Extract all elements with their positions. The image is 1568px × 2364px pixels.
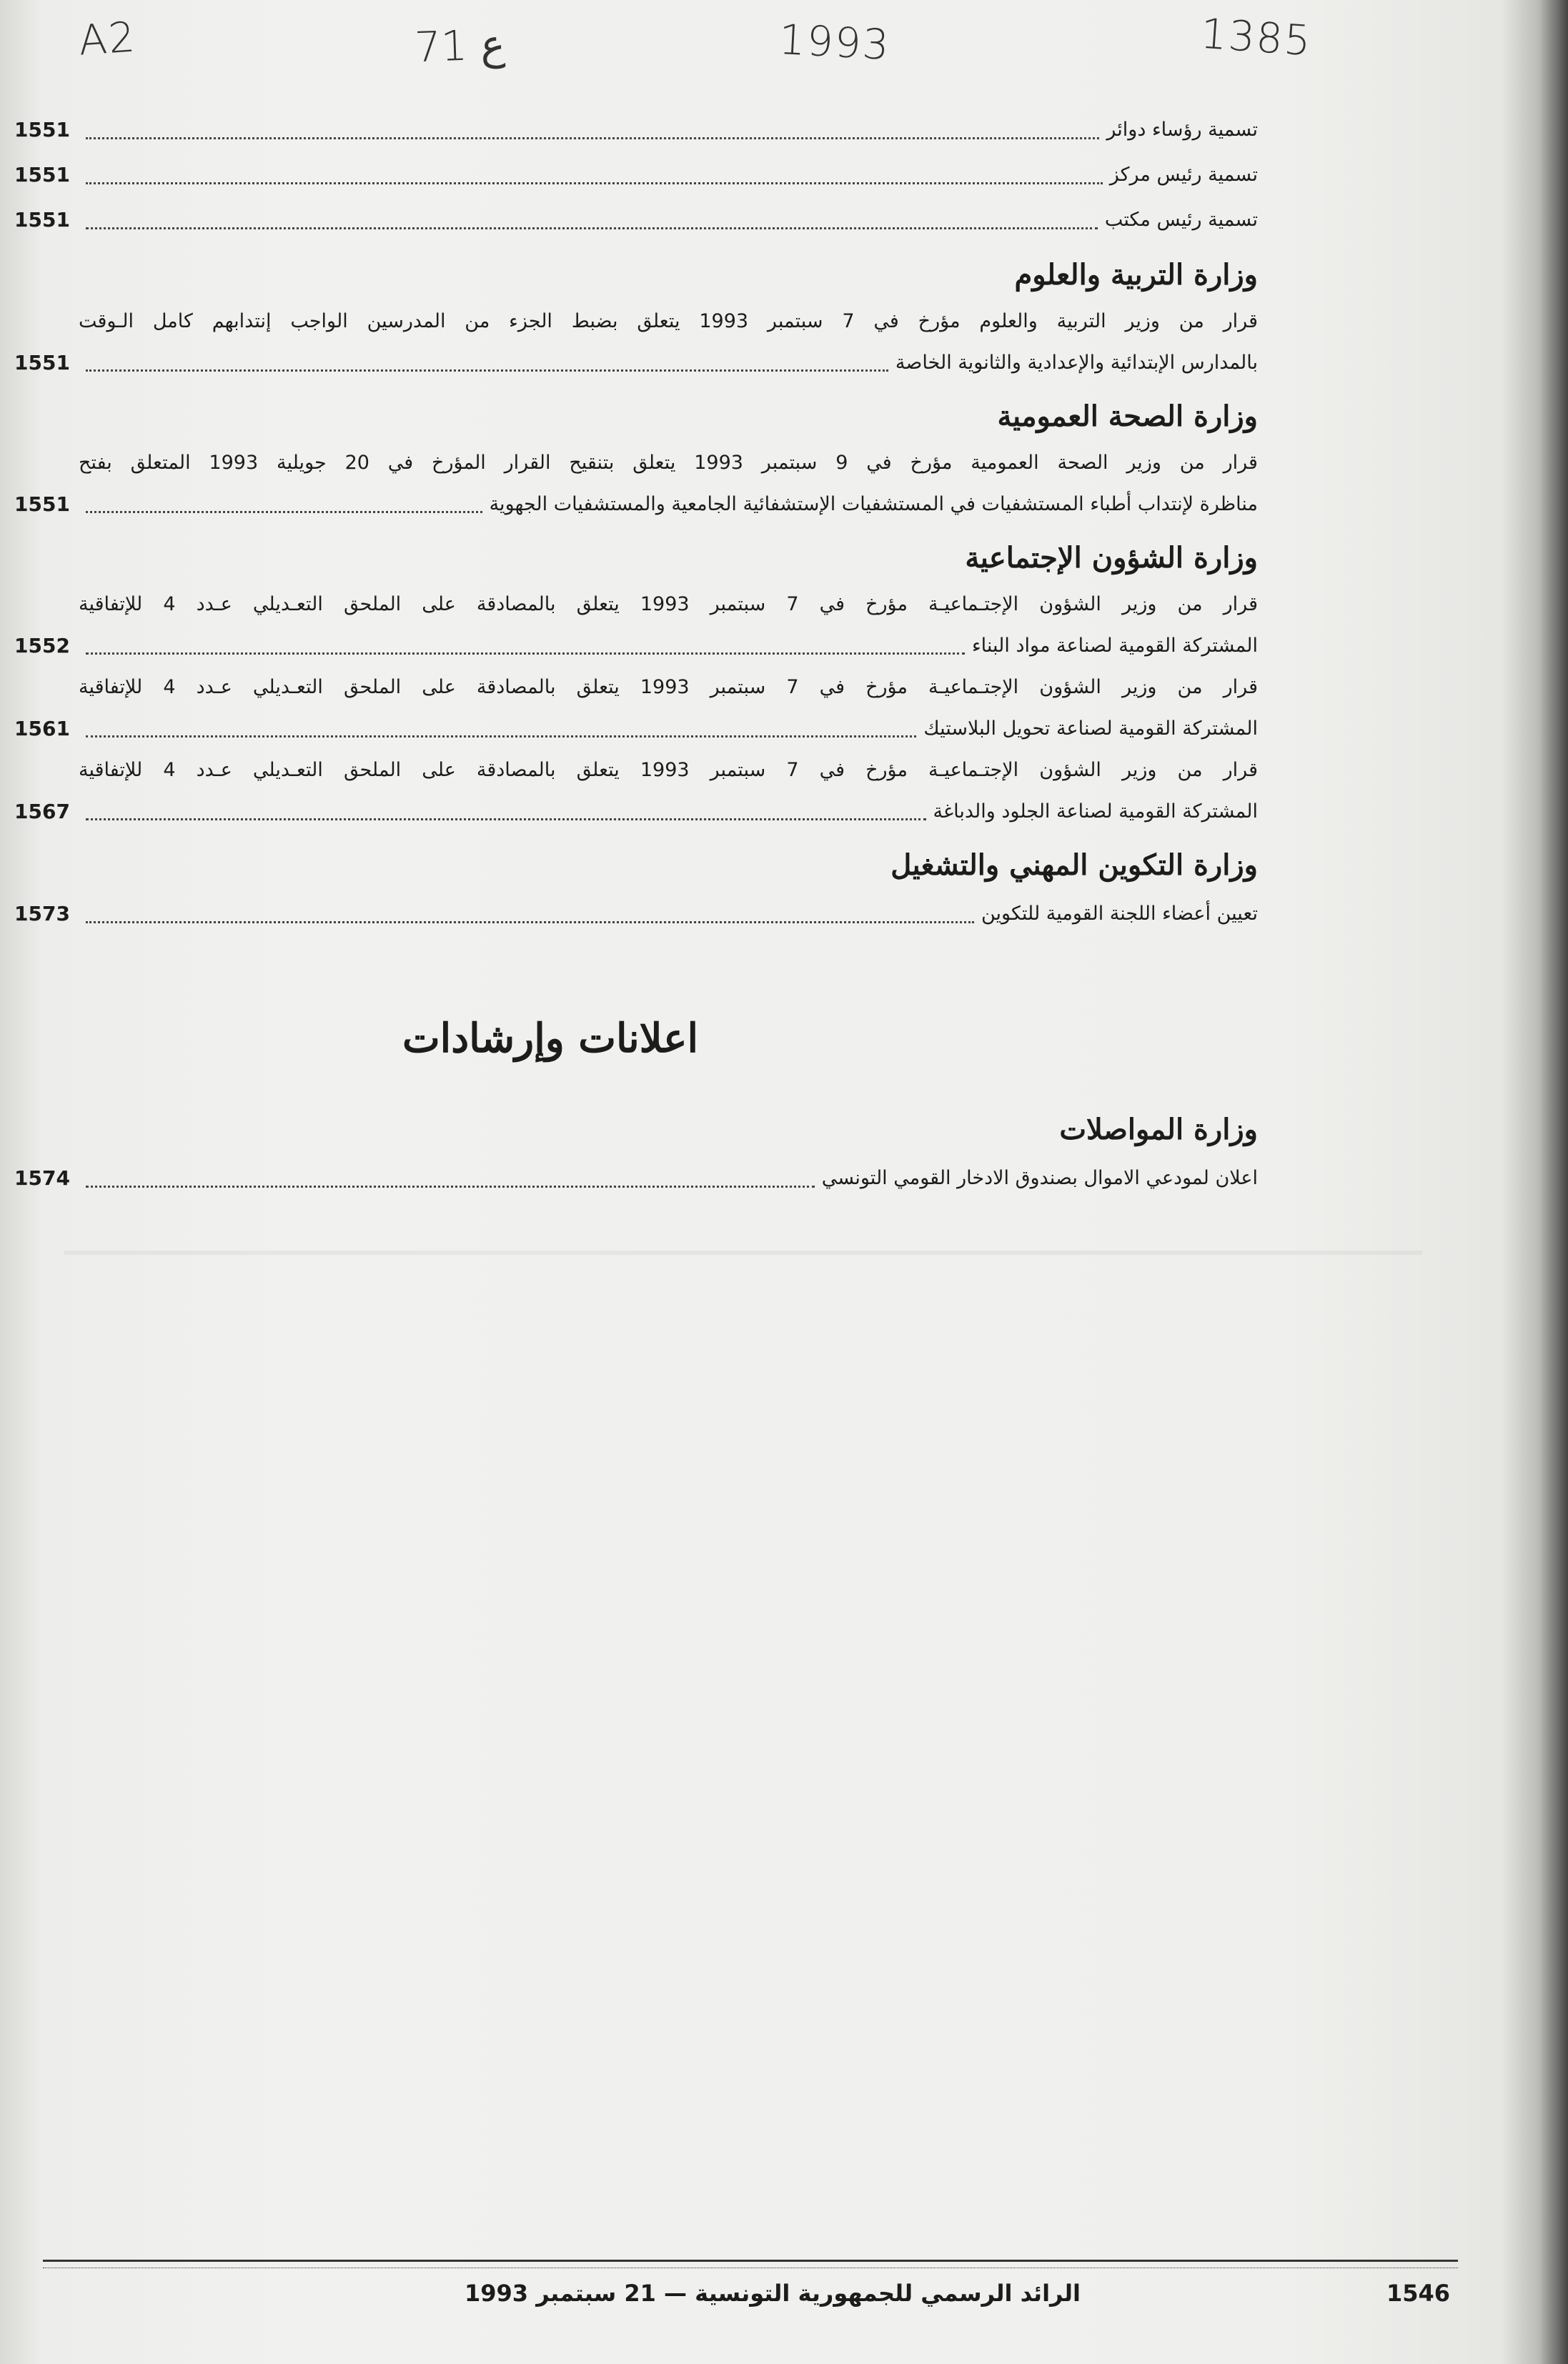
dot-leader xyxy=(86,369,888,372)
toc-entry-line-2: المشتركة القومية لصناعة الجلود والدباغة xyxy=(933,800,1258,823)
toc-page-number: 1552 xyxy=(14,634,70,657)
page-spine-shadow xyxy=(1539,0,1568,2364)
toc-entry-line-1: قرار من وزير الشؤون الإجتـماعيـة مؤرخ في 7 سبتمبر 1993 يتعلق بالمصادقة على الملحق التعـديلي عـدد 4 للإتفاقية xyxy=(79,759,1258,781)
dot-leader xyxy=(86,227,1098,229)
bleed-through-shadow xyxy=(64,1251,1422,2255)
toc-page-number: 1551 xyxy=(14,163,70,187)
dot-leader xyxy=(86,735,916,737)
dot-leader xyxy=(86,182,1103,184)
ministry-heading: وزارة التكوين المهني والتشغيل xyxy=(890,848,1258,882)
toc-entry-title: اعلان لمودعي الاموال بصندوق الادخار القومي التونسي xyxy=(821,1167,1258,1189)
announcements-contents xyxy=(14,1097,1258,1201)
toc-page-number: 1561 xyxy=(14,717,70,740)
toc-entry-line-2: مناظرة لإنتداب أطباء المستشفيات في المستشفيات الإستشفائية الجامعية والمستشفيات الجهوية xyxy=(489,493,1258,515)
toc-entry-title: تعيين أعضاء اللجنة القومية للتكوين xyxy=(981,903,1258,925)
dot-leader xyxy=(86,511,482,513)
toc-entry-title: تسمية رؤساء دوائر xyxy=(1106,119,1258,141)
toc-page-number: 1551 xyxy=(14,492,70,516)
toc-entry-line-2: المشتركة القومية لصناعة تحويل البلاستيك xyxy=(923,717,1258,740)
dot-leader xyxy=(86,1185,815,1188)
toc-entry[interactable] xyxy=(14,891,1258,936)
toc-entry-long[interactable] xyxy=(14,750,1258,833)
handwritten-note-2: 71 ع xyxy=(413,19,507,72)
toc-entry-long[interactable] xyxy=(14,442,1258,525)
ministry-heading: وزارة التربية والعلوم xyxy=(1014,258,1258,292)
footer-rule xyxy=(43,2260,1458,2268)
toc-entry-line-1: قرار من وزير الصحة العمومية مؤرخ في 9 سبتمبر 1993 يتعلق بتنقيح القرار المؤرخ في 20 جويلية 1993 المتعلق بفتح xyxy=(79,452,1258,474)
ministry-heading: وزارة المواصلات xyxy=(1059,1113,1258,1146)
table-of-contents xyxy=(14,107,1258,936)
handwritten-note-3: 1993 xyxy=(778,14,892,70)
gazette-title: الرائد الرسمي للجمهورية التونسية — 21 سبتمبر 1993 xyxy=(465,2280,1081,2307)
ministry-heading: وزارة الصحة العمومية xyxy=(997,399,1258,433)
toc-entry-line-1: قرار من وزير الشؤون الإجتـماعيـة مؤرخ في 7 سبتمبر 1993 يتعلق بالمصادقة على الملحق التعـديلي عـدد 4 للإتفاقية xyxy=(79,676,1258,698)
toc-entry[interactable] xyxy=(14,107,1258,152)
toc-entry-long[interactable] xyxy=(14,301,1258,384)
ministry-heading: وزارة الشؤون الإجتماعية xyxy=(965,541,1258,575)
handwritten-note-4: 1385 xyxy=(1199,9,1314,66)
toc-entry-line-1: قرار من وزير الشؤون الإجتـماعيـة مؤرخ في 7 سبتمبر 1993 يتعلق بالمصادقة على الملحق التعـديلي عـدد 4 للإتفاقية xyxy=(79,593,1258,615)
toc-page-number: 1574 xyxy=(14,1166,70,1190)
dot-leader xyxy=(86,920,974,923)
toc-page-number: 1567 xyxy=(14,800,70,823)
toc-page-number: 1551 xyxy=(14,208,70,232)
toc-page-number: 1551 xyxy=(14,351,70,374)
toc-page-number: 1573 xyxy=(14,902,70,925)
toc-entry[interactable] xyxy=(14,197,1258,242)
page-number: 1546 xyxy=(1386,2280,1451,2307)
page-footer xyxy=(43,2280,1458,2323)
toc-entry-line-2: بالمدارس الإبتدائية والإعدادية والثانوية الخاصة xyxy=(895,352,1258,374)
section-title: اعلانات وإرشادات xyxy=(402,1015,699,1062)
dot-leader xyxy=(86,818,926,820)
toc-entry-line-2: المشتركة القومية لصناعة مواد البناء xyxy=(971,635,1258,657)
toc-page-number: 1551 xyxy=(14,118,70,141)
toc-entry-long[interactable] xyxy=(14,584,1258,667)
toc-entry[interactable] xyxy=(14,152,1258,197)
dot-leader xyxy=(86,652,965,655)
handwritten-note-1: A2 xyxy=(76,12,138,65)
dot-leader xyxy=(86,136,1099,139)
toc-entry-long[interactable] xyxy=(14,667,1258,750)
toc-entry[interactable] xyxy=(14,1156,1258,1201)
toc-entry-line-1: قرار من وزير التربية والعلوم مؤرخ في 7 سبتمبر 1993 يتعلق بضبط الجزء من المدرسين الواجب إنتدابهم كامل الـوقت xyxy=(79,310,1258,332)
toc-entry-title: تسمية رئيس مركز xyxy=(1109,164,1258,186)
toc-entry-title: تسمية رئيس مكتب xyxy=(1104,209,1258,231)
